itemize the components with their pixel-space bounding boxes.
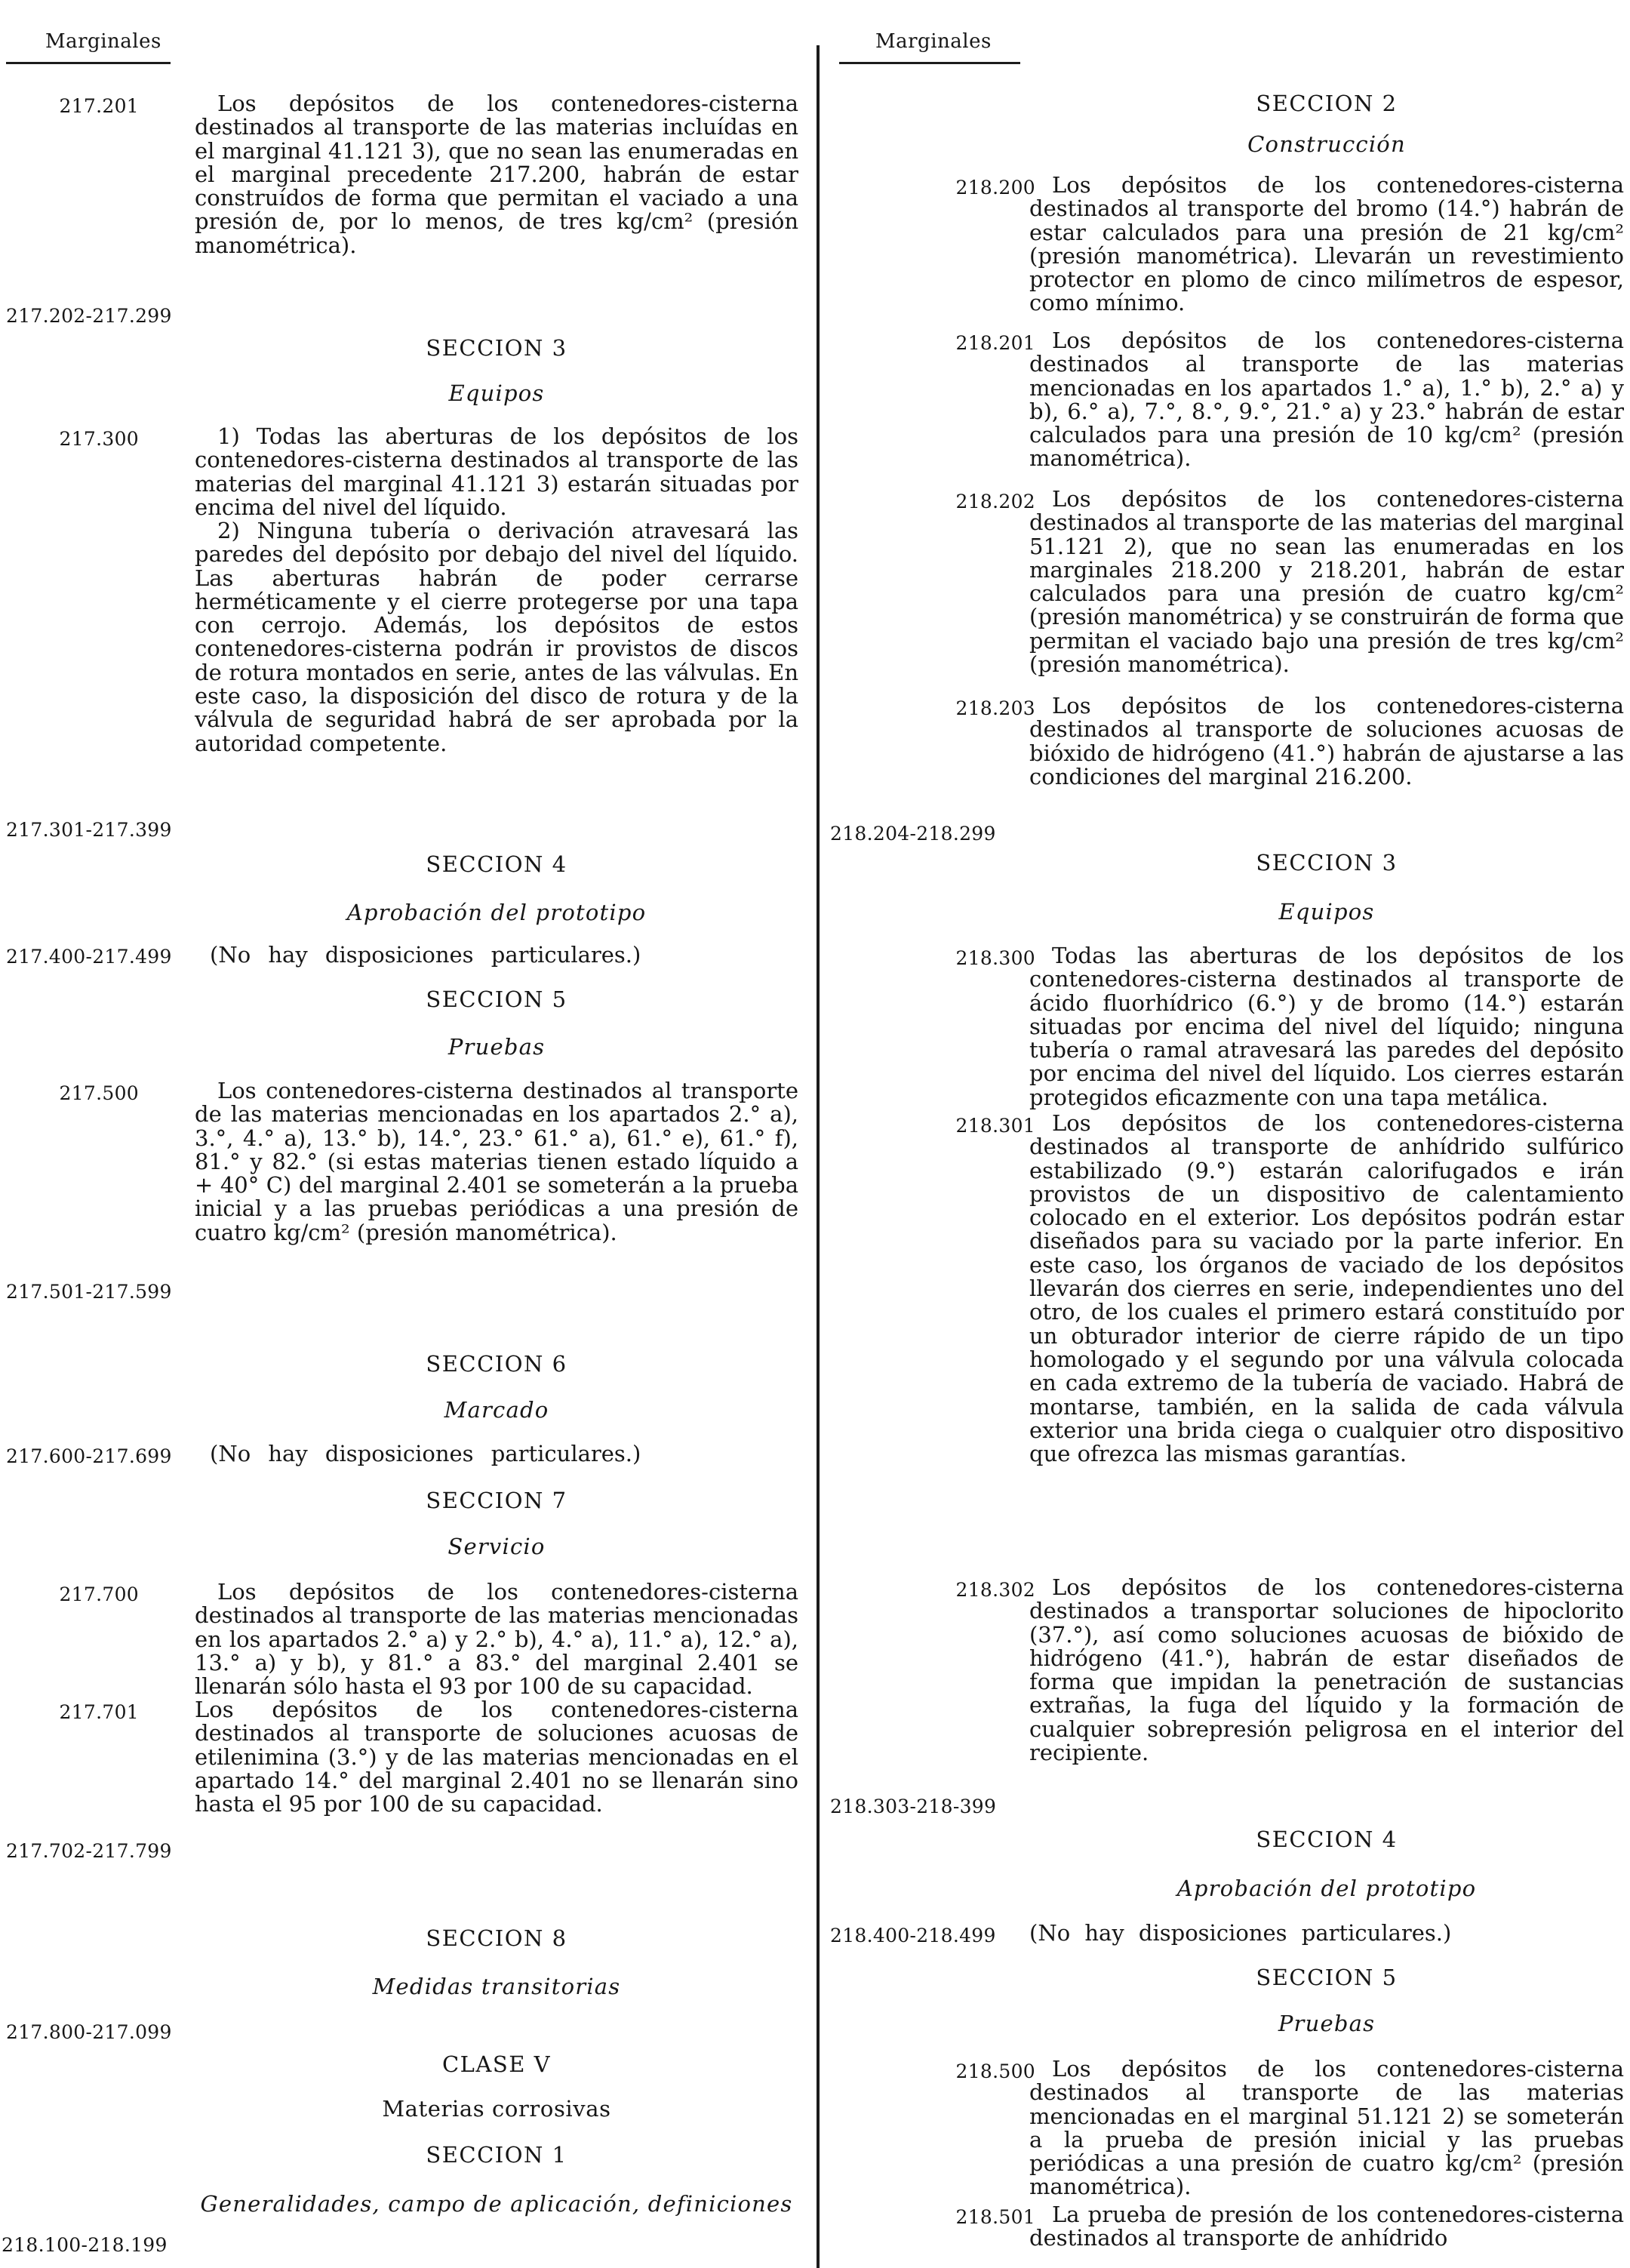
marginal-number: 218.501 (955, 2206, 1035, 2228)
marginal-range: 218.400-218.499 (830, 1925, 996, 1946)
paragraph-218-200: Los depósitos de los contenedores-cisterna destinados al transporte del bromo (14.°) habrán de estar calculados para una presión de 21 kg/cm² (presión manométrica). Llevarán un revestimiento protector en plomo de cinco milímetros de espesor, como mínimo. (1029, 172, 1624, 316)
marginal-range: 218.204-218.299 (830, 823, 996, 845)
section-2-title: SECCION 2 (1256, 91, 1398, 116)
section-7-title: SECCION 7 (426, 1488, 567, 1513)
section-5-subtitle: Pruebas (1278, 2011, 1376, 2036)
section-1-subtitle: Generalidades, campo de aplicación, definiciones (200, 2191, 793, 2217)
marginal-range: 218.303-218-399 (830, 1796, 997, 1817)
marginales-header-left: Marginales (45, 30, 161, 53)
marginal-range: 217.501-217.599 (6, 1281, 172, 1303)
paragraph-218-201: Los depósitos de los contenedores-cisterna destinados al transporte de las materias mencionadas en los apartados 1.° a), 1.° b), 2.° a) y b), 6.° a), 7.°, 8.°, 9.°, 21.° a) y 23.° habrán de estar calculados para una presión de 10 kg/cm² (presión manométrica). (1029, 328, 1624, 472)
paragraph-218-400: (No hay disposiciones particulares.) (1029, 1920, 1452, 1946)
section-3-title: SECCION 3 (426, 335, 567, 361)
section-7-subtitle: Servicio (447, 1534, 546, 1559)
paragraph-217-500: Los contenedores-cisterna destinados al transporte de las materias mencionadas en los apartados 2.° a), 3.°, 4.° a), 13.° b), 14.°, 23.° 61.° a), 61.° e), 61.° f), 81.° y 82.° (si estas materias tienen estado líquido a + 40° C) del marginal 2.401 se someterán a la prueba inicial y a las pruebas periódicas a una presión de cuatro kg/cm² (presión manométrica). (195, 1078, 798, 1245)
section-8-title: SECCION 8 (426, 1925, 567, 1951)
section-5-title: SECCION 5 (1256, 1965, 1398, 1990)
marginal-number: 218.200 (955, 177, 1035, 198)
clase-v-subtitle: Materias corrosivas (382, 2096, 611, 2122)
marginal-number: 217.700 (59, 1583, 139, 1605)
section-5-title: SECCION 5 (426, 986, 567, 1012)
paragraph-217-400: (No hay disposiciones particulares.) (210, 942, 641, 968)
marginal-range: 217.600-217.699 (6, 1445, 172, 1467)
section-3-title: SECCION 3 (1256, 850, 1398, 876)
marginal-number: 218.301 (955, 1115, 1035, 1137)
section-2-subtitle: Construcción (1247, 131, 1406, 157)
column-divider (817, 45, 820, 2268)
paragraph-218-302: Los depósitos de los contenedores-cisterna destinados a transportar soluciones de hipoclorito (37.°), así como soluciones acuosas de bióxido de hidrógeno (41.°), habrán de estar diseñados de forma que impidan la penetración de sustancias extrañas, la fuga del líquido y la formación de cualquier sobrepresión peligrosa en el interior del recipiente. (1029, 1574, 1624, 1766)
marginal-range: 217.702-217.799 (6, 1840, 172, 1862)
paragraph-218-301: Los depósitos de los contenedores-cisterna destinados al transporte de anhídrido sulfúrico estabilizado (9.°) estarán calorifugados e irán provistos de un dispositivo de calentamiento colocado en el exterior. Los depósitos podrán estar diseñados para su vaciado por la parte inferior. En este caso, los órganos de vaciado de los depósitos llevarán dos cierres en serie, independientes uno del otro, de los cuales el primero estará constituído por un obturador interior de cierre rápido de un tipo homologado y el segundo por una válvula colocada en cada extremo de la tubería de vaciado. Habrá de montarse, también, en la salida de cada válvula exterior una brida ciega o cualquier otro dispositivo que ofrezca las mismas garantías. (1029, 1110, 1624, 1467)
marginal-number: 217.701 (59, 1701, 139, 1723)
marginal-number: 217.500 (59, 1082, 139, 1104)
marginales-header-right: Marginales (875, 30, 992, 53)
marginal-number: 218.201 (955, 332, 1035, 354)
header-rule-left (6, 62, 171, 64)
section-3-subtitle: Equipos (448, 380, 545, 406)
marginal-range: 217.202-217.299 (6, 305, 172, 327)
marginal-range: 217.301-217.399 (6, 819, 172, 841)
paragraph-218-501: La prueba de presión de los contenedores-cisterna destinados al transporte de anhídrido (1029, 2202, 1624, 2251)
paragraph-217-300-1: 1) Todas las aberturas de los depósitos de los contenedores-cisterna destinados al transporte de las materias del marginal 41.121 3) estarán situadas por encima del nivel del líquido. (195, 423, 798, 520)
section-3-subtitle: Equipos (1278, 899, 1375, 925)
paragraph-218-203: Los depósitos de los contenedores-cisterna destinados al transporte de soluciones acuosas de bióxido de hidrógeno (41.°) habrán de ajustarse a las condiciones del marginal 216.200. (1029, 693, 1624, 789)
section-4-subtitle: Aprobación del prototipo (346, 900, 647, 925)
section-6-subtitle: Marcado (444, 1397, 549, 1423)
marginal-number: 218.500 (955, 2060, 1035, 2082)
paragraph-217-300-2: 2) Ninguna tubería o derivación atravesará las paredes del depósito por debajo del nivel del líquido. Las aberturas habrán de poder cerrarse herméticamente y el cierre protegerse por una tapa con cerrojo. Además, los depósitos de estos contenedores-cisterna podrán ir provistos de discos de rotura montados en serie, antes de las válvulas. En este caso, la disposición del disco de rotura y de la válvula de seguridad habrá de ser aprobada por la autoridad competente. (195, 518, 798, 756)
marginal-range: 218.100-218.199 (2, 2234, 168, 2256)
section-4-title: SECCION 4 (426, 851, 567, 877)
section-8-subtitle: Medidas transitorias (372, 1974, 621, 1999)
marginal-number: 218.203 (955, 697, 1035, 719)
paragraph-218-300: Todas las aberturas de los depósitos de los contenedores-cisterna destinados al transporte de ácido fluorhídrico (6.°) y de bromo (14.°) estarán situadas por encima del nivel del líquido; ninguna tubería o ramal atravesará las paredes del depósito por encima del nivel del líquido. Los cierres estarán protegidos eficazmente con una tapa metálica. (1029, 943, 1624, 1110)
section-1-title: SECCION 1 (426, 2142, 567, 2168)
paragraph-218-202: Los depósitos de los contenedores-cisterna destinados al transporte de las materias del marginal 51.121 2), que no sean las enumeradas en los marginales 218.200 y 218.201, habrán de estar calculados para una presión de cuatro kg/cm² (presión manométrica) y se construirán de forma que permitan el vaciado bajo una presión de tres kg/cm² (presión manométrica). (1029, 486, 1624, 678)
marginal-range: 217.400-217.499 (6, 946, 172, 968)
header-rule-right (839, 62, 1020, 64)
section-4-title: SECCION 4 (1256, 1826, 1398, 1852)
marginal-number: 218.202 (955, 491, 1035, 512)
section-4-subtitle: Aprobación del prototipo (1176, 1876, 1477, 1901)
paragraph-217-700: Los depósitos de los contenedores-cisterna destinados al transporte de las materias mencionadas en los apartados 2.° a) y 2.° b), 4.° a), 11.° a), 12.° a), 13.° a) y b), y 81.° a 83.° del marginal 2.401 se llenarán sólo hasta el 93 por 100 de su capacidad. (195, 1579, 798, 1700)
paragraph-217-701: Los depósitos de los contenedores-cisterna destinados al transporte de soluciones acuosas de etilenimina (3.°) y de las materias mencionadas en el apartado 14.° del marginal 2.401 no se llenarán sino hasta el 95 por 100 de su capacidad. (195, 1697, 798, 1817)
marginal-number: 218.300 (955, 947, 1035, 969)
section-5-subtitle: Pruebas (447, 1034, 546, 1060)
marginal-number: 218.302 (955, 1579, 1035, 1601)
paragraph-217-600: (No hay disposiciones particulares.) (210, 1441, 641, 1466)
marginal-number: 217.201 (59, 95, 139, 117)
clase-v-title: CLASE V (441, 2051, 552, 2077)
marginal-number: 217.300 (59, 428, 139, 450)
paragraph-218-500: Los depósitos de los contenedores-cisterna destinados al transporte de las materias mencionadas en el marginal 51.121 2) se someterán a la prueba de presión inicial y las pruebas periódicas a una presión de cuatro kg/cm² (presión manométrica). (1029, 2056, 1624, 2200)
paragraph-217-201: Los depósitos de los contenedores-cisterna destinados al transporte de las materias incluídas en el marginal 41.121 3), que no sean las enumeradas en el marginal precedente 217.200, habrán de estar construídos de forma que permitan el vaciado a una presión de, por lo menos, de tres kg/cm² (presión manométrica). (195, 91, 798, 258)
section-6-title: SECCION 6 (426, 1351, 567, 1377)
marginal-range: 217.800-217.099 (6, 2021, 172, 2043)
